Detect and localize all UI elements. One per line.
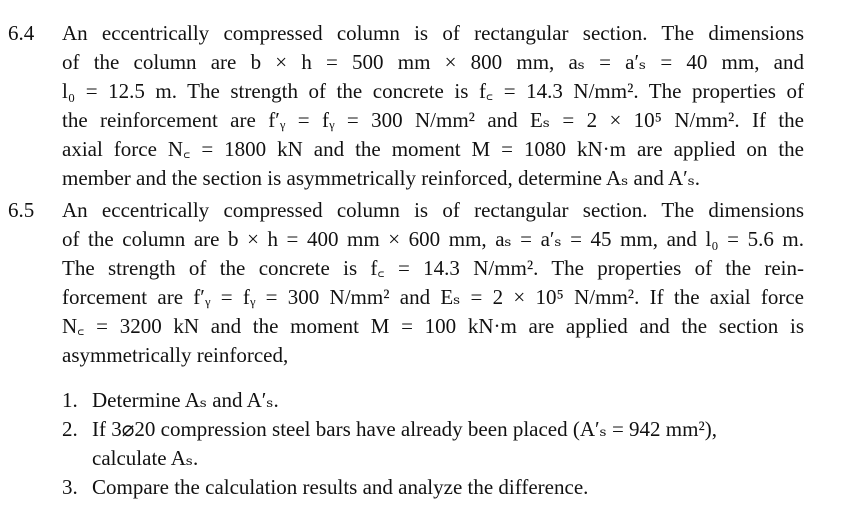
text-line: N꜀ = 3200 kN and the moment M = 100 kN·m are applied and the section is (62, 314, 804, 338)
text-line: An eccentrically compressed column is of rectangular section. The dimensions (62, 21, 804, 45)
text-line: The strength of the concrete is f꜀ = 14.3 N/mm². The properties of the rein- (62, 256, 804, 280)
text-line: l₀ = 12.5 m. The strength of the concrete is f꜀ = 14.3 N/mm². The properties of (62, 79, 804, 103)
problem-number: 6.5 (8, 198, 35, 222)
text-line: the reinforcement are f′ᵧ = fᵧ = 300 N/mm² and Eₛ = 2 × 10⁵ N/mm². If the (62, 108, 804, 132)
problem-text (62, 19, 804, 193)
list-item-number: 2. (62, 417, 78, 441)
list-item-number: 1. (62, 388, 78, 412)
text-line: An eccentrically compressed column is of rectangular section. The dimensions (62, 198, 804, 222)
list-item-text: If 3⌀20 compression steel bars have already been placed (A′ₛ = 942 mm²), (92, 417, 717, 441)
text-line: member and the section is asymmetrically reinforced, determine Aₛ and A′ₛ. (62, 166, 701, 190)
list-item-number: 3. (62, 475, 78, 499)
list-item-text: calculate Aₛ. (92, 446, 199, 470)
text-line: asymmetrically reinforced, (62, 343, 289, 367)
list-item-text: Compare the calculation results and analyze the difference. (92, 475, 589, 499)
list-item (62, 473, 816, 502)
problem-6-5-subitems (62, 386, 816, 502)
text-line: of the column are b × h = 500 mm × 800 mm, aₛ = a′ₛ = 40 mm, and (62, 50, 804, 74)
list-item (62, 415, 816, 473)
list-item-text: Determine Aₛ and A′ₛ. (92, 388, 279, 412)
problem-number: 6.4 (8, 21, 35, 45)
text-line: forcement are f′ᵧ = fᵧ = 300 N/mm² and Eₛ = 2 × 10⁵ N/mm². If the axial force (62, 285, 804, 309)
text-line: axial force N꜀ = 1800 kN and the moment M = 1080 kN·m are applied on the (62, 137, 804, 161)
list-item (62, 386, 816, 415)
problem-text (62, 196, 804, 370)
text-line: of the column are b × h = 400 mm × 600 mm, aₛ = a′ₛ = 45 mm, and l₀ = 5.6 m. (62, 227, 804, 251)
